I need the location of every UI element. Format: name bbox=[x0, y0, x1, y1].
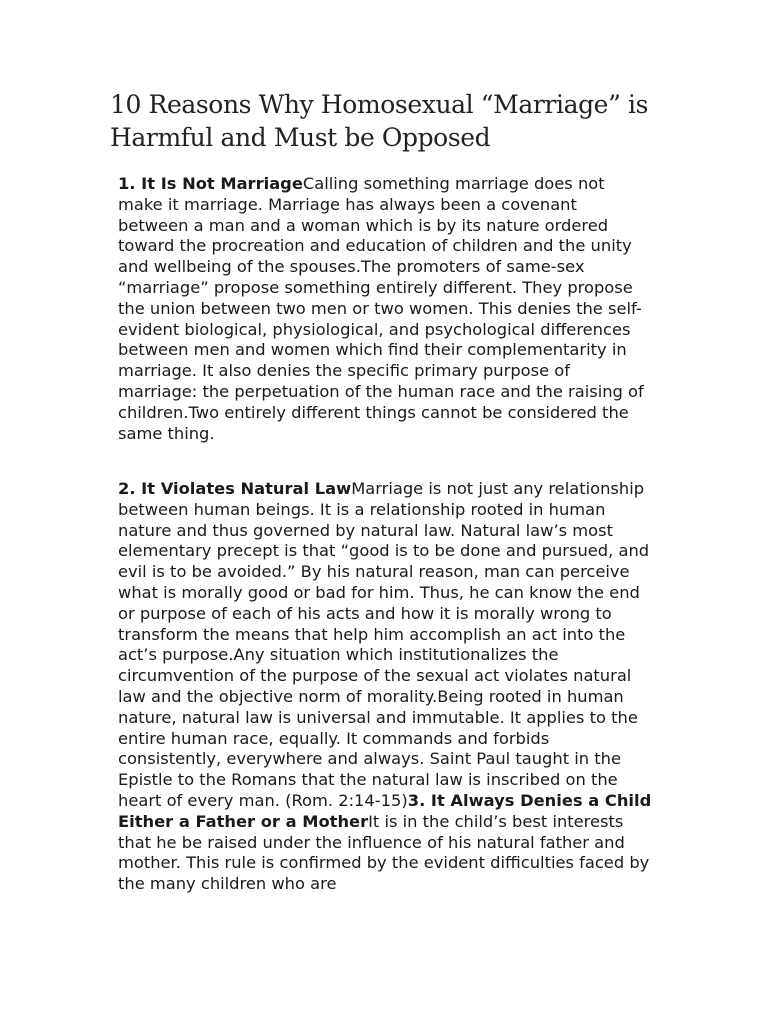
paragraph-3-text: It is in the child’s best interests that he be raised under the influence of his natural father and mother. This rule is confirmed by the evident difficulties faced by the many children who are bbox=[118, 811, 650, 894]
paragraph-1-heading: 1. It Is Not Marriage bbox=[118, 174, 303, 193]
paragraph-1-text: Calling something marriage does not make it marriage. Marriage has always been a covenant between a man and a woman which is by its nature ordered toward the procreation and education of children and the unity and wellbeing of the spouses.The promoters of same-sex “marriage” propose something entirely different. They propose the union between two men or two women. This denies the self-evident biological, physiological, and psychological differences between men and women which find their complementarity in marriage. It also denies the specific primary purpose of marriage: the perpetuation of the human race and the raising of children.Two entirely different things cannot be considered the same thing. bbox=[118, 174, 644, 443]
paragraph-3-heading: 3. It Always Denies a Child Either a Father or a Mother bbox=[118, 790, 652, 831]
paragraph-1 bbox=[118, 174, 652, 444]
paragraph-2 bbox=[118, 479, 652, 895]
paragraph-2-text: Marriage is not just any relationship between human beings. It is a relationship rooted in human nature and thus governed by natural law. Natural law’s most elementary precept is that “good is to be done and pursued, and evil is to be avoided.” By his natural reason, man can perceive what is morally good or bad for him. Thus, he can know the end or purpose of each of his acts and how it is morally wrong to transform the means that help him accomplish an act into the act’s purpose.Any situation which institutionalizes the circumvention of the purpose of the sexual act violates natural law and the objective norm of morality.Being rooted in human nature, natural law is universal and immutable. It applies to the entire human race, equally. It commands and forbids consistently, everywhere and always. Saint Paul taught in the Epistle to the Romans that the natural law is inscribed on the heart of every man. (Rom. 2:14-15) bbox=[118, 479, 650, 810]
paragraph-2-heading: 2. It Violates Natural Law bbox=[118, 479, 352, 498]
document-title: 10 Reasons Why Homosexual “Marriage” is Harmful and Must be Opposed bbox=[110, 90, 649, 152]
